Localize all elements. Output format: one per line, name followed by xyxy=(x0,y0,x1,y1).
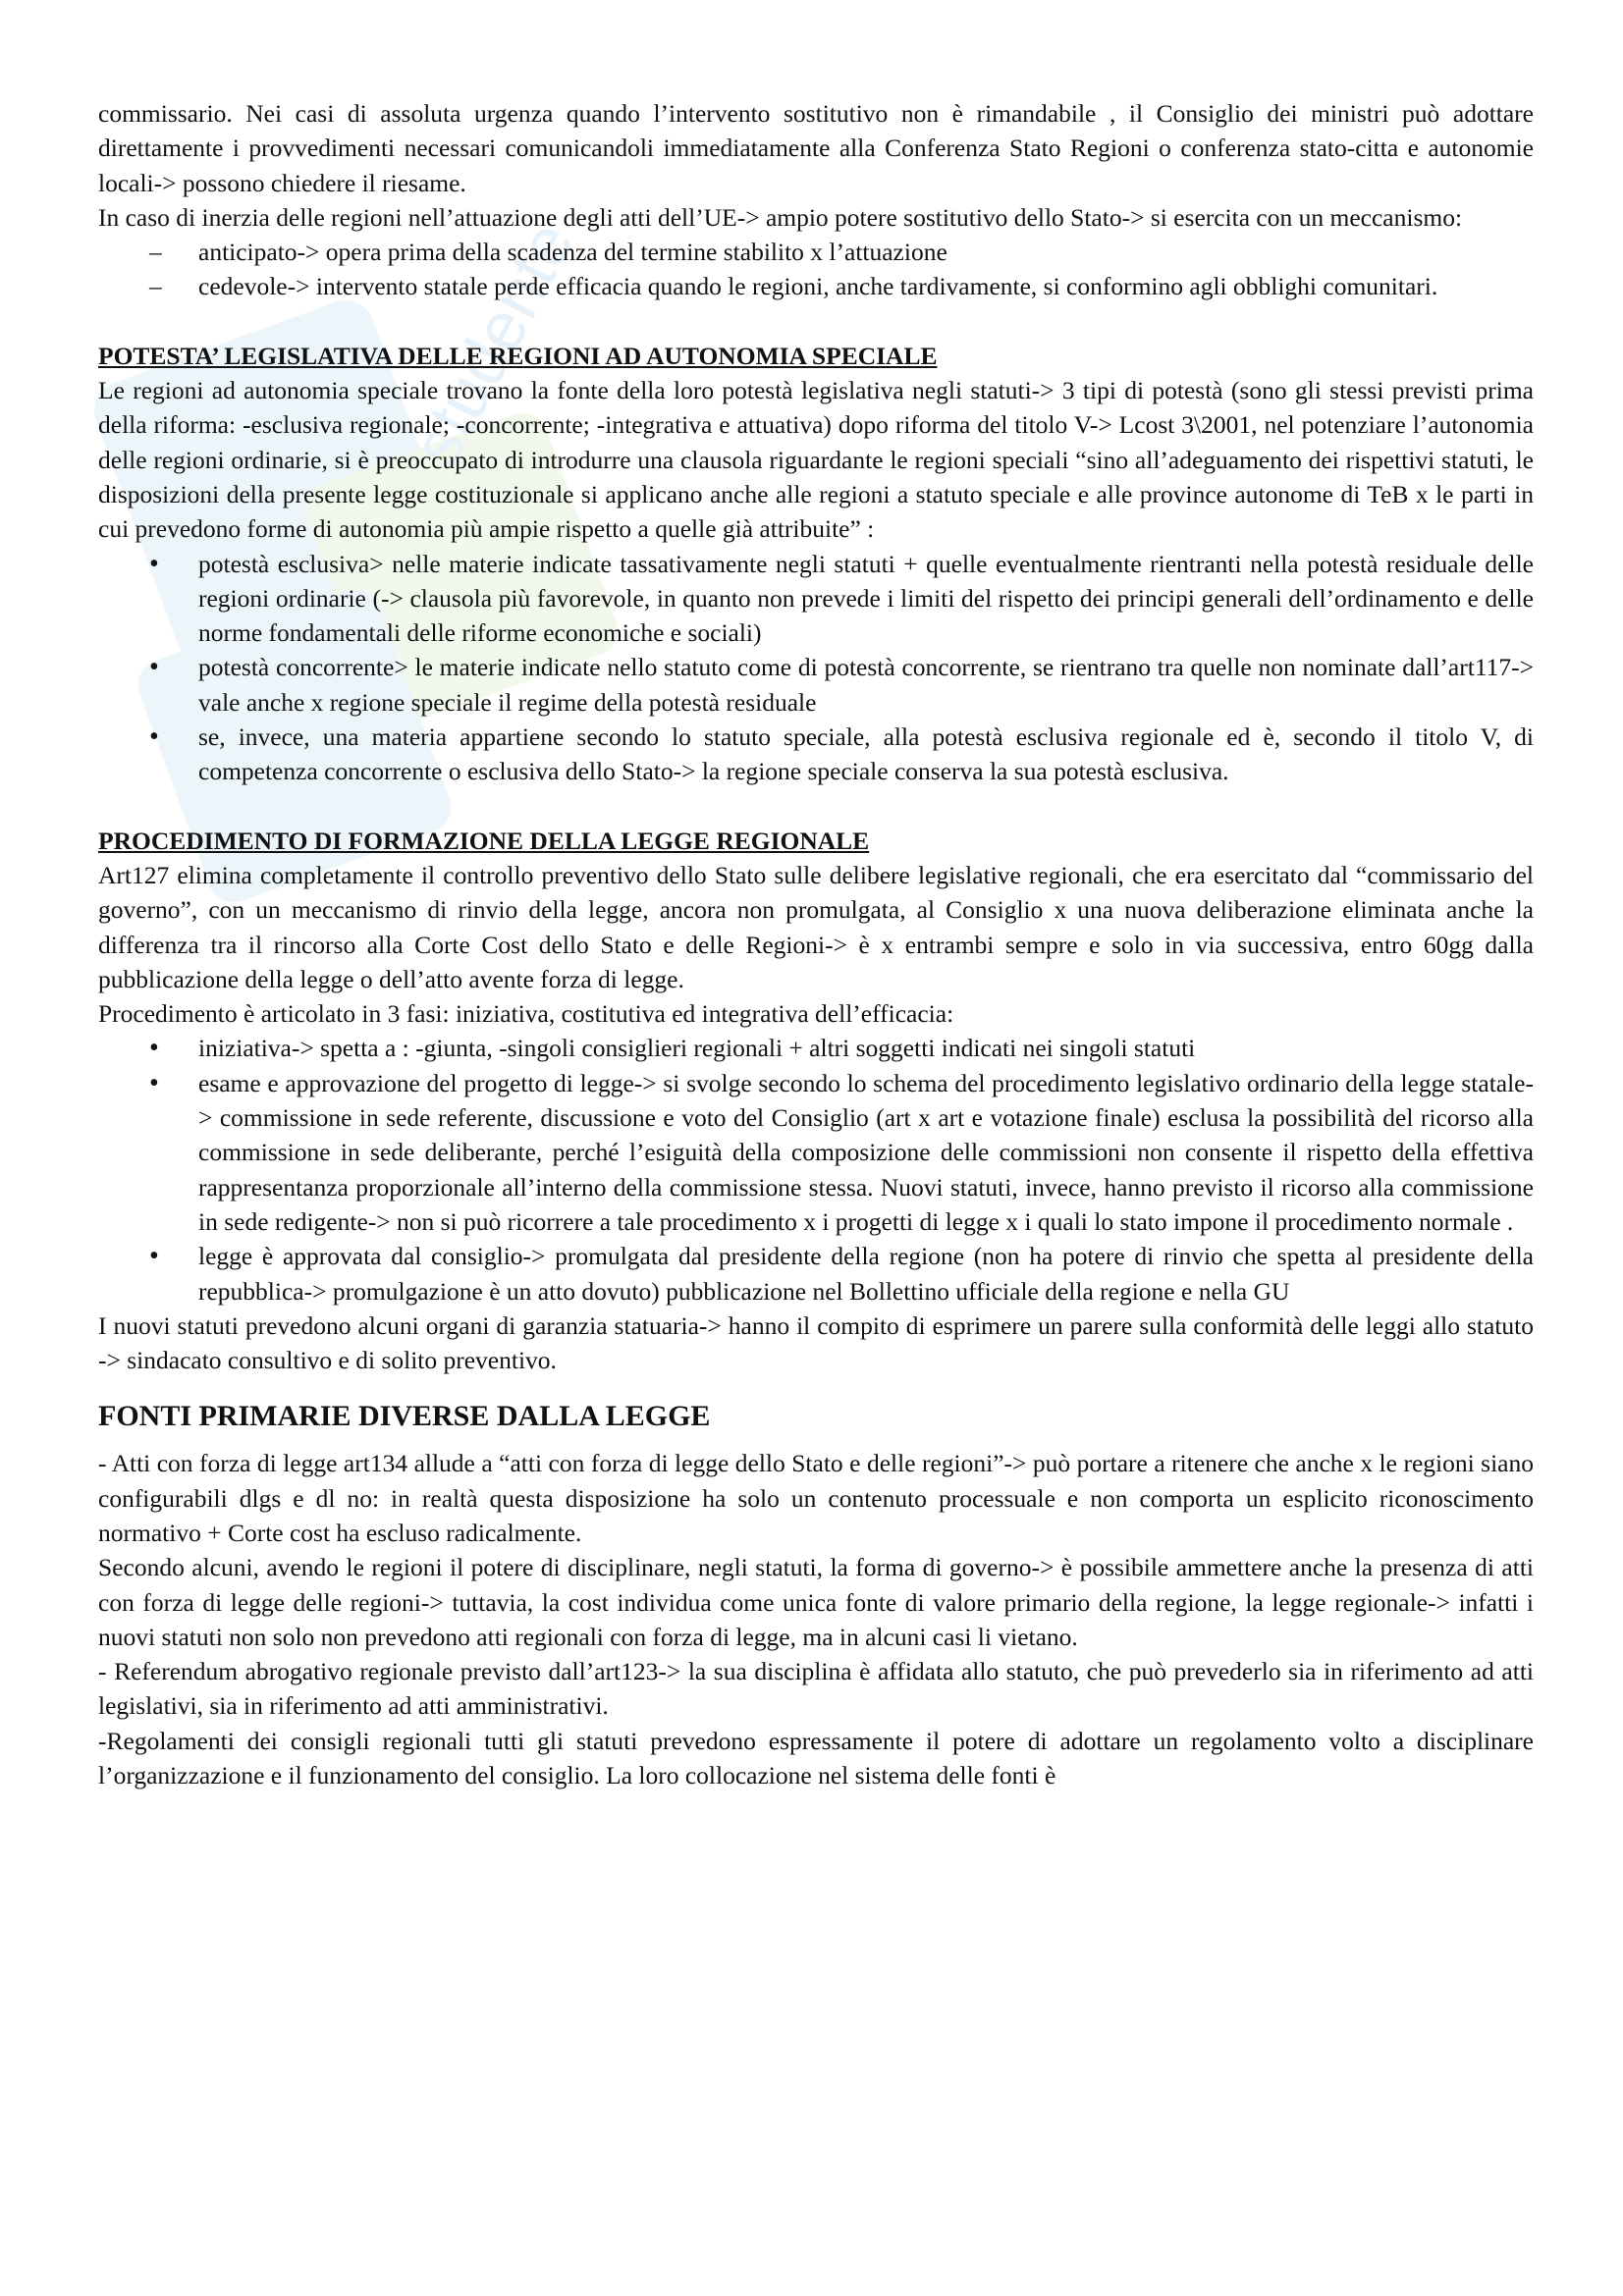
section3-paragraph-4: -Regolamenti dei consigli regionali tutti gli statuti prevedono espressamente il potere di adottare un regolamento volto a disciplinare l’organizzazione e il funzionamento del consiglio. La loro collocazione nel sistema delle fonti è xyxy=(98,1726,1534,1790)
document-page xyxy=(98,96,1534,1792)
list-item: – cedevole-> intervento statale perde efficacia quando le regioni, anche tardivamente, si conformino agli obblighi comunitari. xyxy=(98,269,1534,303)
section3-paragraph-3: - Referendum abrogativo regionale previsto dall’art123-> la sua disciplina è affidata allo statuto, che può prevederlo sia in riferimento ad atti legislativi, sia in riferimento ad atti amministrativi. xyxy=(98,1657,1534,1721)
section2-paragraph-1: Art127 elimina completamente il controllo preventivo dello Stato sulle delibere legislative regionali, che era esercitato dal “commissario del governo”, con un meccanismo di rinvio della legge, ancora non promulgata, al Consiglio x una nuova deliberazione eliminata anche la differenza tra il rincorso alla Corte Cost dello Stato e delle Regioni-> è x entrambi sempre e solo in via successiva, entro 60gg dalla pubblicazione della legge o dell’atto avente forza di legge. xyxy=(98,860,1534,993)
intro-dash-list xyxy=(98,235,1534,304)
list-item: • legge è approvata dal consiglio-> promulgata dal presidente della regione (non ha potere di rinvio che spetta al presidente della repubblica-> promulgazione è un atto dovuto) pubblicazione nel Bollettino ufficiale della regione e nella GU xyxy=(98,1239,1534,1308)
section2-bullet-list xyxy=(98,1031,1534,1308)
list-item: • esame e approvazione del progetto di legge-> si svolge secondo lo schema del procedimento legislativo ordinario della legge statale-> commissione in sede referente, discussione e voto del Consiglio (art x art e votazione finale) esclusa la possibilità del ricorso alla commissione in sede deliberante, perché l’esiguità della composizione delle commissioni non consente il rispetto della effettiva rappresentanza proporzionale all’interno della commissione stessa. Nuovi statuti, invece, hanno previsto il ricorso alla commissione in sede redigente-> non si può ricorrere a tale procedimento x i progetti di legge x i quali lo stato impone il procedimento normale . xyxy=(98,1066,1534,1239)
section-heading-fonti-primarie: FONTI PRIMARIE DIVERSE DALLA LEGGE xyxy=(98,1400,711,1433)
section2-paragraph-2: Procedimento è articolato in 3 fasi: iniziativa, costitutiva ed integrativa dell’efficacia: xyxy=(98,999,954,1029)
section-heading-autonomia-speciale: POTESTA’ LEGISLATIVA DELLE REGIONI AD AUTONOMIA SPECIALE xyxy=(98,341,938,370)
list-item: • se, invece, una materia appartiene secondo lo statuto speciale, alla potestà esclusiva regionale ed è, secondo il titolo V, di competenza concorrente o esclusiva dello Stato-> la regione speciale conserva la sua potestà esclusiva. xyxy=(98,720,1534,789)
list-item: • potestà concorrente> le materie indicate nello statuto come di potestà concorrente, se rientrano tra quelle non nominate dall’art117-> vale anche x regione speciale il regime della potestà residuale xyxy=(98,650,1534,720)
section3-paragraph-2: Secondo alcuni, avendo le regioni il potere di disciplinare, negli statuti, la forma di governo-> è possibile ammettere anche la presenza di atti con forza di legge delle regioni-> tuttavia, la cost individua come unica fonte di valore primario della regione, la legge regionale-> infatti i nuovi statuti non solo non prevedono atti regionali con forza di legge, ma in alcuni casi li vietano. xyxy=(98,1553,1534,1651)
list-item: • iniziativa-> spetta a : -giunta, -singoli consiglieri regionali + altri soggetti indicati nei singoli statuti xyxy=(98,1031,1534,1065)
intro-paragraph-1: commissario. Nei casi di assoluta urgenza quando l’intervento sostitutivo non è rimandabile , il Consiglio dei ministri può adottare direttamente i provvedimenti necessari comunicandoli immediatamente alla Conferenza Stato Regioni o conferenza stato-citta e autonomie locali-> possono chiedere il riesame. xyxy=(98,99,1534,197)
list-item: – anticipato-> opera prima della scadenza del termine stabilito x l’attuazione xyxy=(98,235,1534,269)
section3-paragraph-1: - Atti con forza di legge art134 allude a “atti con forza di legge dello Stato e delle regioni”-> può portare a ritenere che anche x le regioni siano configurabili dlgs e dl no: in realtà questa disposizione ha solo un contenuto processuale e non comporta un esplicito riconoscimento normativo + Corte cost ha escluso radicalmente. xyxy=(98,1449,1534,1547)
list-item: • potestà esclusiva> nelle materie indicate tassativamente negli statuti + quelle eventualmente rientranti nella potestà residuale delle regioni ordinarie (-> clausola più favorevole, in quanto non prevede i limiti del rispetto dei principi generali dell’ordinamento e delle norme fondamentali delle riforme economiche e sociali) xyxy=(98,547,1534,651)
section2-paragraph-3: I nuovi statuti prevedono alcuni organi di garanzia statuaria-> hanno il compito di esprimere un parere sulla conformità delle leggi allo statuto -> sindacato consultivo e di solito preventivo. xyxy=(98,1310,1534,1375)
section1-paragraph: Le regioni ad autonomia speciale trovano la fonte della loro potestà legislativa negli statuti-> 3 tipi di potestà (sono gli stessi previsti prima della riforma: -esclusiva regionale; -concorrente; -integrativa e attuativa) dopo riforma del titolo V-> Lcost 3\2001, nel potenziare l’autonomia delle regioni ordinarie, si è preoccupato di introdurre una clausola riguardante le regioni speciali “sino all’adeguamento dei rispettivi statuti, le disposizioni della presente legge costituzionale si applicano anche alle regioni a statuto speciale e alle province autonome di TeB x le parti in cui prevedono forme di autonomia più ampie rispetto a quelle già attribuite” : xyxy=(98,376,1534,544)
section-heading-procedimento: PROCEDIMENTO DI FORMAZIONE DELLA LEGGE REGIONALE xyxy=(98,826,870,855)
intro-paragraph-2: In caso di inerzia delle regioni nell’attuazione degli atti dell’UE-> ampio potere sostitutivo dello Stato-> si esercita con un meccanismo: xyxy=(98,202,1463,232)
section1-bullet-list xyxy=(98,547,1534,789)
watermark-text: studente xyxy=(397,209,589,479)
